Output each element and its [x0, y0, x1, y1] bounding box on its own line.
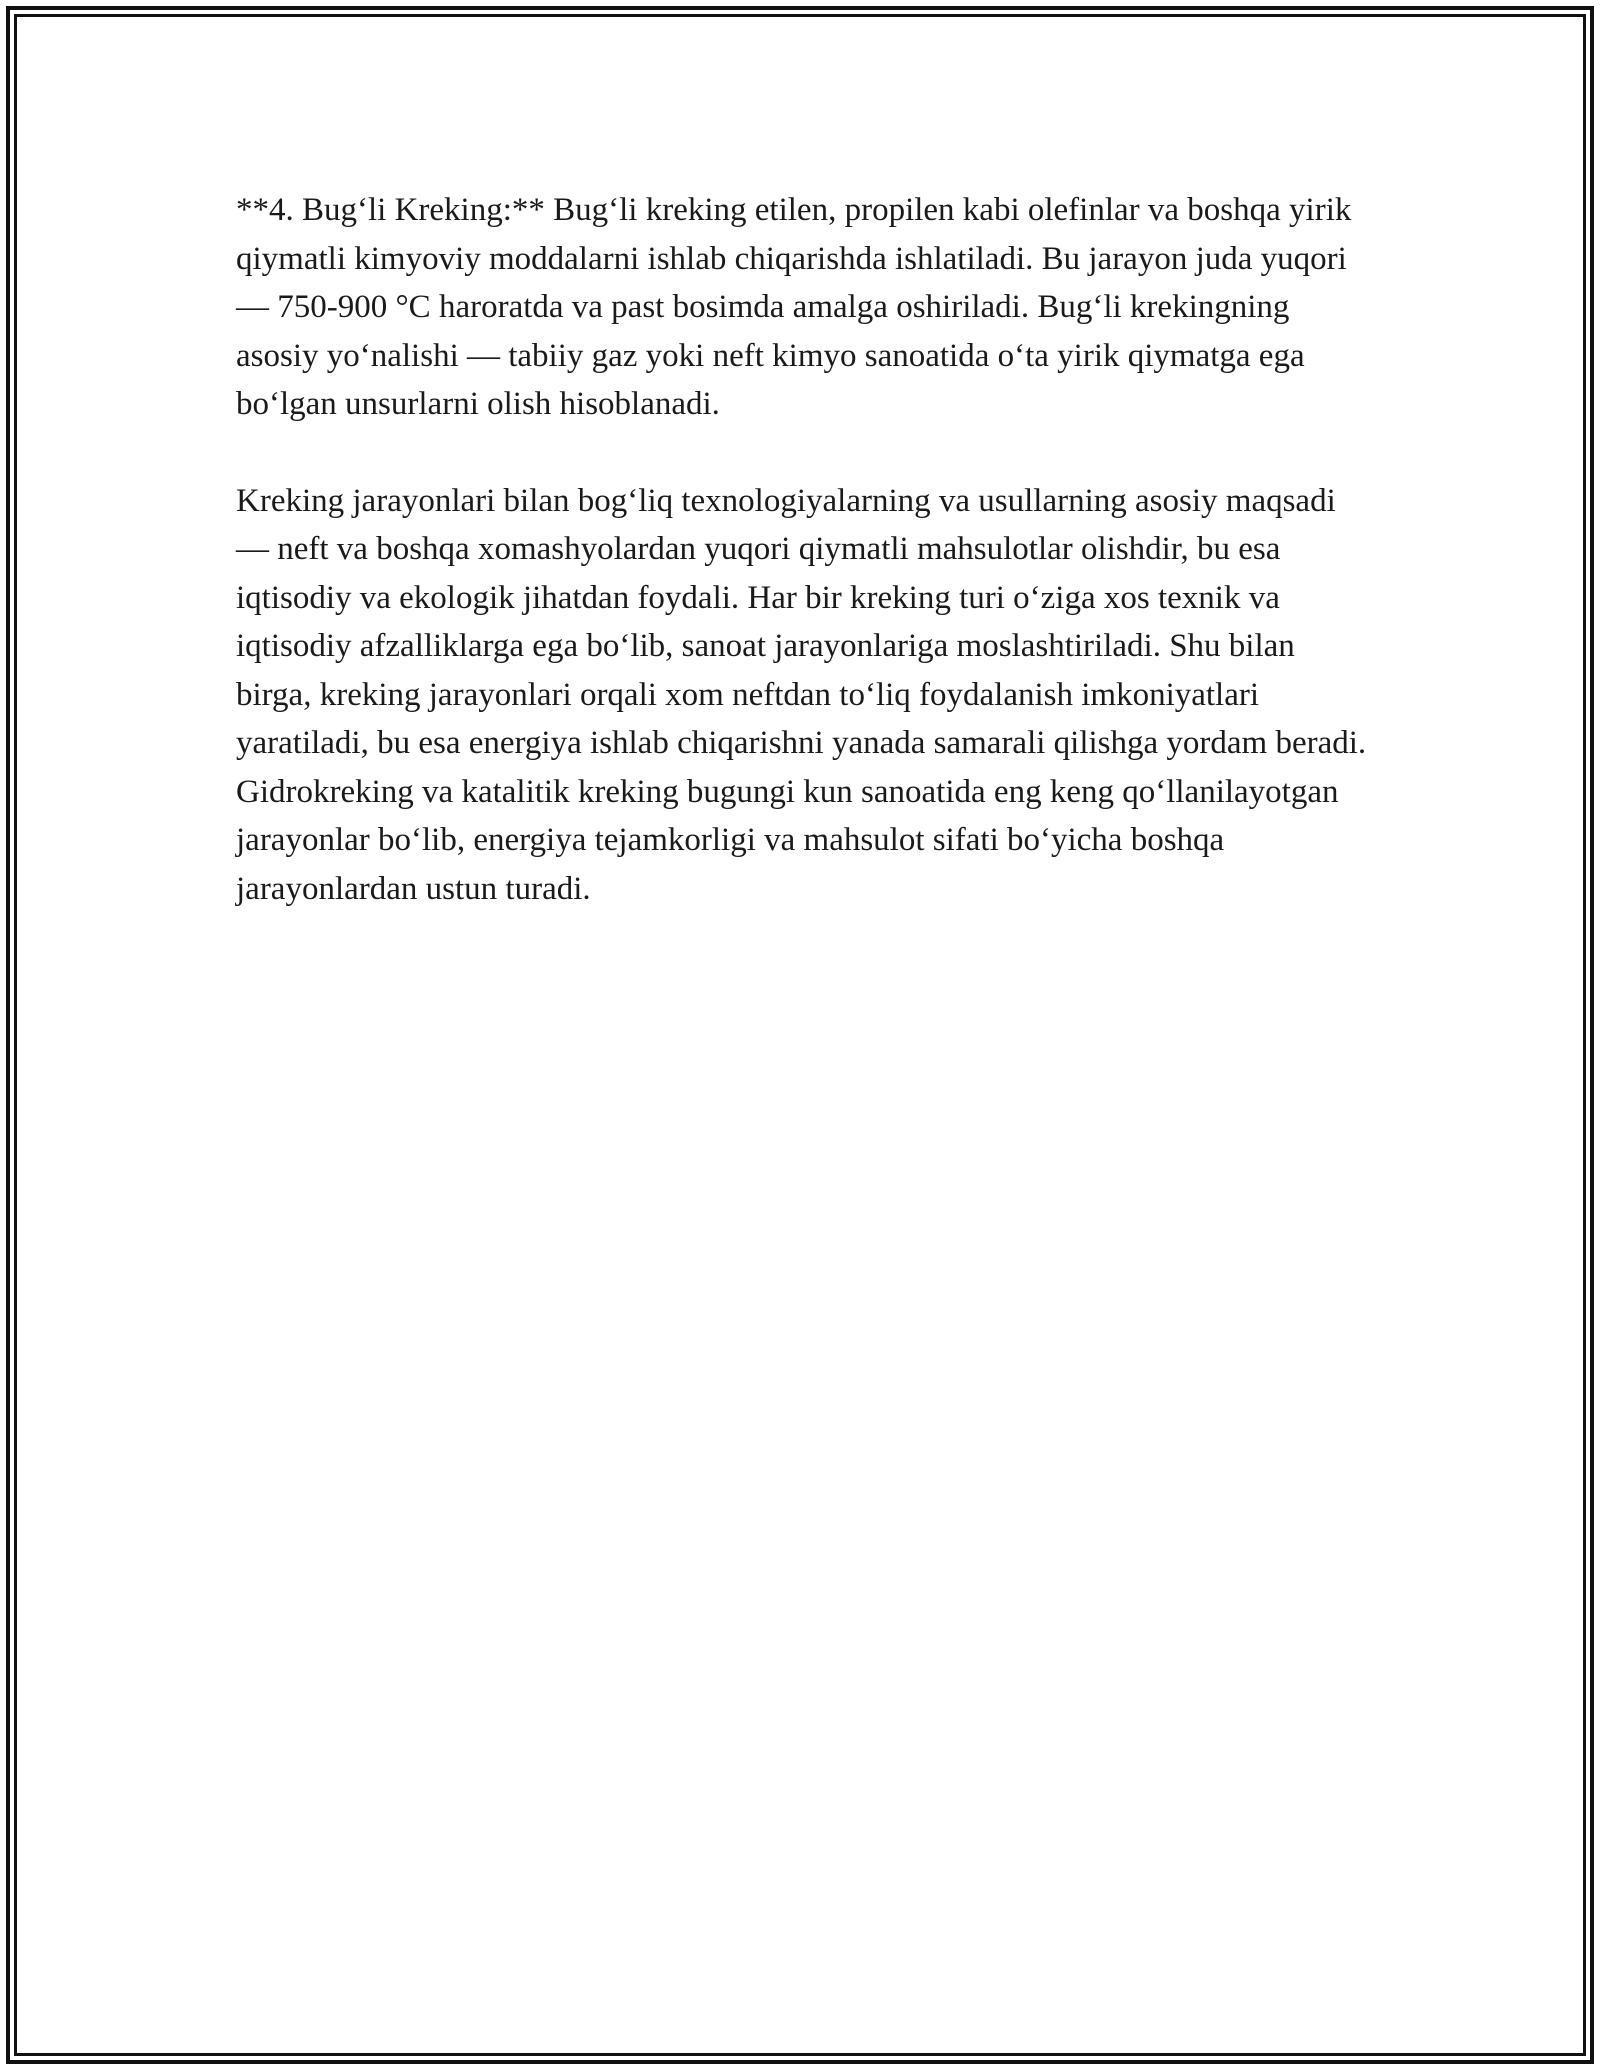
paragraph-steam-cracking: **4. Bug‘li Kreking:** Bug‘li kreking etilen, propilen kabi olefinlar va boshqa yirik qiymatli kimyoviy moddalarni ishlab chiqarishda ishlatiladi. Bu jarayon juda yuqori — 750-900 °C haroratda va past bosimda amalga oshiriladi. Bug‘li krekingning asosiy yo‘nalishi — tabiiy gaz yoki neft kimyo sanoatida o‘ta yirik qiymatga ega bo‘lgan unsurlarni olish hisoblanadi. [236, 192, 1352, 422]
document-body [236, 186, 1376, 913]
paragraph-cracking-summary: Kreking jarayonlari bilan bog‘liq texnologiyalarning va usullarning asosiy maqsadi — neft va boshqa xomashyolardan yuqori qiymatli mahsulotlar olishdir, bu esa iqtisodiy va ekologik jihatdan foydali. Har bir kreking turi o‘ziga xos texnik va iqtisodiy afzalliklarga ega bo‘lib, sanoat jarayonlariga moslashtiriladi. Shu bilan birga, kreking jarayonlari orqali xom neftdan to‘liq foydalanish imkoniyatlari yaratiladi, bu esa energiya ishlab chiqarishni yanada samarali qilishga yordam beradi. Gidrokreking va katalitik kreking bugungi kun sanoatida eng keng qo‘llanilayotgan jarayonlar bo‘lib, energiya tejamkorligi va mahsulot sifati bo‘yicha boshqa jarayonlardan ustun turadi. [236, 482, 1367, 907]
